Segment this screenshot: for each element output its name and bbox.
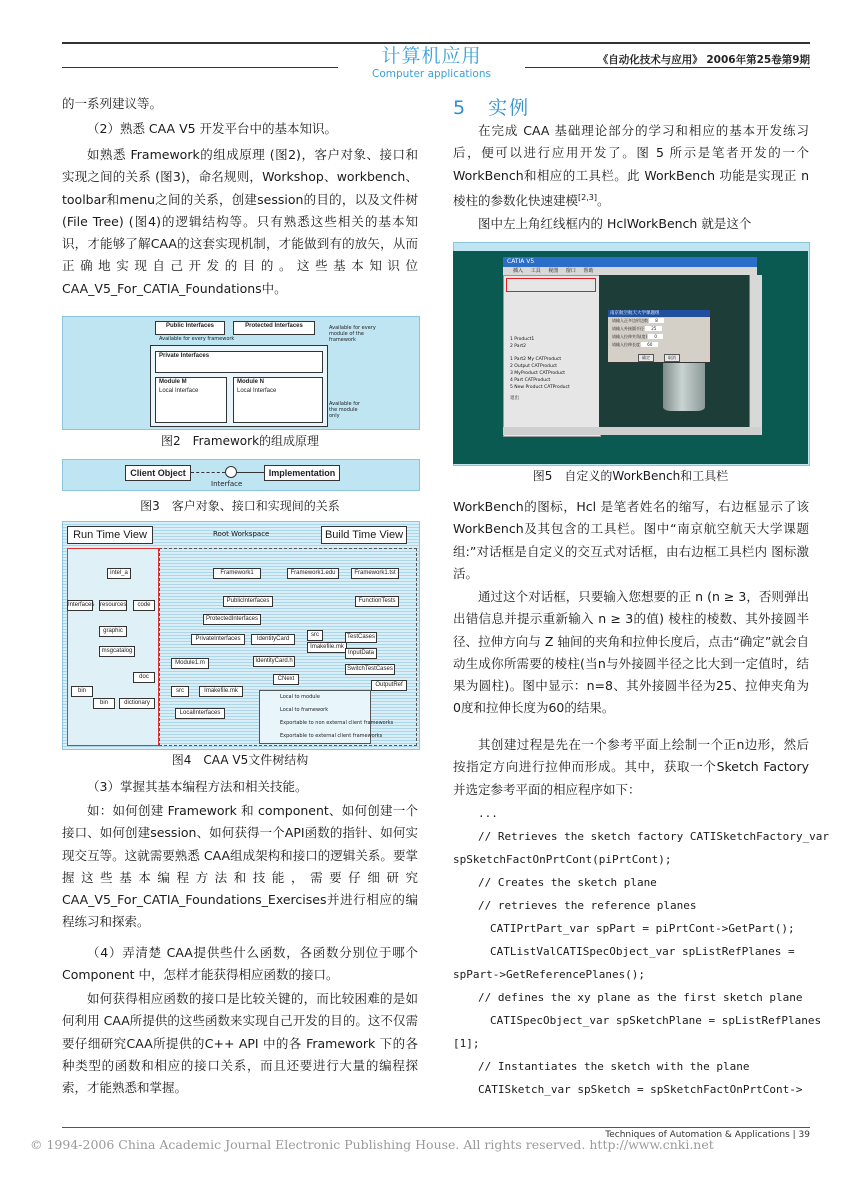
fig4-node-msgcatalog: msgcatalog bbox=[99, 646, 135, 657]
fig5-dialog bbox=[607, 309, 711, 363]
fig4-node-code: code bbox=[133, 600, 155, 611]
fig5-list-item-5[interactable]: 3 MyProduct CATProduct bbox=[510, 371, 566, 376]
fig4-node-src-right: src bbox=[307, 630, 323, 641]
fig5-menu-tools[interactable]: 工具 bbox=[530, 268, 541, 274]
fig5-dialog-row-4 bbox=[612, 341, 710, 349]
code-line-11: [1]; bbox=[453, 1037, 480, 1050]
footer-page-info: Techniques of Automation & Applications | 39 bbox=[605, 1130, 810, 1140]
footer-rule bbox=[62, 1127, 810, 1128]
fig4-legend-exportable-external: Exportable to external client frameworks bbox=[280, 733, 383, 739]
fig5-list-item-3[interactable]: 1 Part2 My CATProduct bbox=[510, 357, 562, 362]
fig4-node-identity-card-h: IdentityCard.h bbox=[253, 656, 295, 667]
left-paragraph-3: 如熟悉 Framework的组成原理 (图2)，客户对象、接口和实现之间的关系 (图3)，命名规则，Workshop、workbench、toolbar和menu之间的关系，创建session的目的，以及文件树 (File Tree) (图4)的逻辑结构等。只有熟悉这些相关的基本知识，才能够了解CAA的这套实现机制，才能做到有的放矢，从而正确地实现自己开发的目的。这些基本知识位CAA_V5_For_CATIA_Foundations中。 bbox=[62, 147, 418, 296]
figure-3-interface bbox=[62, 459, 420, 491]
fig2-public-interfaces: Public Interfaces bbox=[155, 321, 225, 335]
fig5-right-toolbar[interactable] bbox=[749, 275, 762, 435]
fig4-node-function-tests: FunctionTests bbox=[355, 596, 399, 607]
fig2-module-m-label: Module M bbox=[159, 379, 187, 385]
fig2-local-interface-m: Local Interface bbox=[159, 388, 199, 394]
fig2-module-m bbox=[155, 377, 227, 423]
fig5-list-item-exit[interactable]: 退出 bbox=[510, 396, 519, 401]
fig2-available-every-module: Available for every module of the framework bbox=[329, 325, 376, 343]
figure-5-caption: 图5 自定义的WorkBench和工具栏 bbox=[532, 469, 729, 483]
fig4-root-workspace: Root Workspace bbox=[213, 530, 270, 538]
fig4-node-switch-test-cases: SwitchTestCases bbox=[345, 664, 395, 675]
fig4-node-imakefile: Imakefile.mk bbox=[199, 686, 243, 697]
fig5-dialog-row-3 bbox=[612, 333, 710, 341]
fig4-node-local-interfaces: LocalInterfaces bbox=[175, 708, 225, 719]
citation-ref: [2,3] bbox=[578, 192, 597, 202]
fig4-legend bbox=[259, 690, 394, 744]
fig5-menu-insert[interactable]: 插入 bbox=[513, 268, 524, 274]
fig4-node-input-data: InputData bbox=[345, 648, 377, 659]
fig2-protected-interfaces: Protected Interfaces bbox=[233, 321, 315, 335]
code-line-6: CATIPrtPart_var spPart = piPrtCont->GetPart(); bbox=[490, 922, 795, 935]
fig5-list-item-7[interactable]: 5 New Product CATProduct bbox=[510, 385, 570, 390]
fig3-interface-label: Interface bbox=[211, 480, 243, 488]
fig4-node-module1m: Module1.m bbox=[171, 658, 209, 669]
figure-3-caption: 图3 客户对象、接口和实现间的关系 bbox=[140, 499, 340, 513]
header-right-rule bbox=[525, 67, 810, 68]
fig2-available-every-framework: Available for every framework bbox=[159, 336, 235, 342]
left-paragraph-2: （2）熟悉 CAA V5 开发平台中的基本知识。 bbox=[87, 121, 338, 136]
fig5-dialog-row-3-label: 请输入拉伸夹角(度) bbox=[612, 334, 648, 339]
fig5-dialog-value-2[interactable]: 25 bbox=[645, 326, 662, 331]
code-line-7: CATListValCATISpecObject_var spListRefPlanes = bbox=[490, 945, 795, 958]
figure-4-file-tree bbox=[62, 521, 420, 750]
fig5-hcl-workbench-icon-box[interactable] bbox=[506, 278, 596, 292]
fig5-dialog-row-1-label: 请输入正多边形边数 bbox=[612, 318, 648, 323]
fig2-module-n-label: Module N bbox=[237, 379, 264, 385]
fig4-node-public-interfaces: PublicInterfaces bbox=[223, 596, 273, 607]
fig5-dialog-row-4-label: 请输入拉伸长度 bbox=[612, 342, 640, 347]
fig5-menu-bar bbox=[503, 267, 757, 275]
fig4-node-cnext: CNext bbox=[273, 674, 299, 685]
right-paragraph-4: 通过这个对话框，只要输入您想要的正 n (n ≥ 3，否则弹出出错信息并提示重新输入 n ≥ 3的值) 棱柱的棱数、其外接圆半径、拉伸方向与 Z 轴间的夹角和拉伸长度后，点击“确定”就会自动生成你所需要的棱柱(当n与外接圆半径之比大到一定值时，结果为圆柱)。图中显示：n=8、其外接圆半径为25、拉伸夹角为 0度和拉伸长度为60的结果。 bbox=[453, 589, 809, 716]
header-left-rule bbox=[62, 67, 338, 68]
left-paragraph-4: （3）掌握其基本编程方法和相关技能。 bbox=[87, 779, 308, 794]
section-header-title: 计算机应用 bbox=[381, 45, 482, 67]
right-paragraph-2: 图中左上角红线框内的 HclWorkBench 就是这个 bbox=[478, 216, 752, 231]
fig5-dialog-value-1[interactable]: 8 bbox=[649, 318, 664, 323]
fig5-dialog-value-3[interactable]: 0 bbox=[648, 334, 663, 339]
fig4-node-framework1: Framework1 bbox=[213, 568, 261, 579]
header-top-rule bbox=[62, 42, 810, 44]
code-line-13: CATISketch_var spSketch = spSketchFactOnPrtCont-> bbox=[478, 1083, 803, 1096]
fig4-node-graphic: graphic bbox=[99, 626, 127, 637]
fig4-node-output-ref: OutputRef bbox=[371, 680, 407, 691]
fig4-node-resources: resources bbox=[99, 600, 127, 611]
fig5-title-bar: CATIA V5 bbox=[503, 257, 757, 267]
code-line-8: spPart->GetReferencePlanes(); bbox=[453, 968, 646, 981]
fig4-node-imakefile-right: Imakefile.mk bbox=[307, 642, 347, 653]
fig4-node-interfaces: Interfaces bbox=[67, 600, 93, 611]
fig2-available-module-only: Available for the module only bbox=[329, 401, 361, 419]
fig2-module-n bbox=[233, 377, 323, 423]
code-line-10: CATISpecObject_var spSketchPlane = spListRefPlanes bbox=[490, 1014, 822, 1027]
right-paragraph-1-text: 在完成 CAA 基础理论部分的学习和相应的基本开发练习后，便可以进行应用开发了。图 5 所示是笔者开发的一个 WorkBench和相应的工具栏。此 WorkBench 功能是实现正 n 棱柱的参数化快速建模 bbox=[453, 123, 809, 209]
right-paragraph-5: 其创建过程是先在一个参考平面上绘制一个正n边形，然后按指定方向进行拉伸而形成。其中，获取一个Sketch Factory 并选定参考平面的相应程序如下： bbox=[453, 737, 809, 797]
fig5-dialog-row-1 bbox=[612, 317, 710, 325]
fig3-dashed-arrow bbox=[191, 472, 225, 473]
code-line-12: // Instantiates the sketch with the plane bbox=[478, 1060, 750, 1073]
fig5-list-item-4[interactable]: 2 Output CATProduct bbox=[510, 364, 558, 369]
fig4-node-dictionary: dictionary bbox=[119, 698, 155, 709]
fig4-node-test-cases: TestCases bbox=[345, 632, 377, 643]
journal-name: 《自动化技术与应用》 2006年第25卷第9期 bbox=[597, 54, 810, 66]
right-paragraph-1-end: 。 bbox=[596, 193, 610, 209]
code-line-3: spSketchFactOnPrtCont(piPrtCont); bbox=[453, 853, 672, 866]
left-paragraph-1: 的一系列建议等。 bbox=[62, 96, 163, 111]
fig5-list-item-1[interactable]: 1 Product1 bbox=[510, 337, 535, 342]
fig4-node-protected-interfaces: ProtectedInterfaces bbox=[203, 614, 261, 625]
code-line-4: // Creates the sketch plane bbox=[478, 876, 657, 889]
code-line-2: // Retrieves the sketch factory CATISketchFactory_var bbox=[478, 830, 829, 843]
figure-2-caption: 图2 Framework的组成原理 bbox=[160, 434, 320, 448]
right-paragraph-1 bbox=[453, 120, 809, 212]
fig4-legend-exportable-non-external: Exportable to non external client frameworks bbox=[280, 720, 394, 726]
left-paragraph-6: （4）弄清楚 CAA提供些什么函数，各函数分别位于哪个Component 中，怎样才能获得相应函数的接口。 bbox=[62, 945, 418, 983]
fig2-private-label: Private Interfaces bbox=[159, 353, 210, 359]
fig5-dialog-row-2 bbox=[612, 325, 710, 333]
left-paragraph-7: 如何获得相应函数的接口是比较关键的，而比较困难的是如何利用 CAA所提供的这些函数来实现自己开发的目的。这不仅需要仔细研究CAA所提供的C++ API 中的各 Framework 下的各种类型的函数和相应的接口关系，而且还要进行大量的编程探索，才能熟悉和掌握。 bbox=[62, 991, 418, 1096]
fig5-dialog-value-4[interactable]: 60 bbox=[641, 342, 658, 347]
fig3-link-line bbox=[236, 472, 264, 473]
fig4-legend-local-module: Local to module bbox=[280, 694, 320, 700]
fig4-node-identity-card: IdentityCard bbox=[251, 634, 295, 645]
fig5-menu-help[interactable]: 帮助 bbox=[583, 268, 594, 274]
fig2-private-interfaces bbox=[155, 351, 323, 373]
fig5-bottom-toolbar[interactable] bbox=[503, 427, 761, 435]
fig4-node-framework1-tst: Framework1.tst bbox=[351, 568, 399, 579]
fig5-list-item-6[interactable]: 4 Part CATProduct bbox=[510, 378, 551, 383]
fig4-build-time-view: Build Time View bbox=[321, 526, 407, 544]
figure-2-framework bbox=[62, 316, 420, 430]
fig4-node-src: src bbox=[171, 686, 189, 697]
fig4-node-doc: doc bbox=[133, 672, 155, 683]
section-header-subtitle: Computer applications bbox=[372, 68, 491, 80]
fig2-local-interface-n: Local Interface bbox=[237, 388, 277, 394]
copyright-watermark: © 1994-2006 China Academic Journal Electronic Publishing House. All rights reserved. http://www.cnki.net bbox=[30, 1137, 714, 1152]
fig4-node-bin-a: bin bbox=[71, 686, 93, 697]
figure-5-screenshot bbox=[453, 251, 808, 464]
fig4-legend-local-framework: Local to framework bbox=[280, 707, 329, 713]
fig4-run-time-view: Run Time View bbox=[67, 526, 153, 544]
fig5-prism-model bbox=[663, 355, 705, 411]
left-paragraph-5: 如：如何创建 Framework 和 component、如何创建一个接口、如何创建session、如何获得一个API函数的指针、如何实现交互等。这就需要熟悉 CAA组成架构和接口的逻辑关系。要掌握这些基本编程方法和技能，需要仔细研究CAA_V5_For_CATIA_Foundations_Exercises并进行相应的编程练习和探索。 bbox=[62, 803, 418, 930]
right-paragraph-3: WorkBench的图标，Hcl 是笔者姓名的缩写，右边框显示了该WorkBench及其包含的工具栏。图中“南京航空航天大学课题组:”对话框是自定义的交互式对话框，由右边框工具栏内 图标激活。 bbox=[453, 499, 809, 581]
fig5-dialog-title: 南京航空航天大学课题组 bbox=[608, 310, 710, 317]
code-line-5: // retrieves the reference planes bbox=[478, 899, 697, 912]
code-line-1: ... bbox=[478, 807, 498, 820]
fig5-list-item-2[interactable]: 2 Part2 bbox=[510, 344, 527, 349]
fig5-file-list bbox=[510, 336, 570, 402]
figure-4-caption: 图4 CAA V5文件树结构 bbox=[171, 753, 309, 767]
fig3-implementation: Implementation bbox=[264, 465, 340, 481]
code-line-9: // defines the xy plane as the first sketch plane bbox=[478, 991, 803, 1004]
fig4-node-private-interfaces: PrivateInterfaces bbox=[191, 634, 245, 645]
fig5-menu-view[interactable]: 视图 bbox=[548, 268, 559, 274]
fig5-dialog-ok-button[interactable]: 确定 bbox=[638, 354, 654, 362]
fig5-dialog-row-2-label: 请输入外接圆半径 bbox=[612, 326, 644, 331]
fig3-client-object: Client Object bbox=[125, 465, 191, 481]
fig4-node-intel: intel_a bbox=[107, 568, 131, 579]
fig4-node-framework1-edu: Framework1.edu bbox=[287, 568, 339, 579]
fig5-start-menu bbox=[503, 275, 601, 437]
section-heading-example: 5 实例 bbox=[453, 97, 531, 119]
fig4-node-bin-b: bin bbox=[93, 698, 115, 709]
fig5-dialog-cancel-button[interactable]: 取消 bbox=[664, 354, 680, 362]
fig5-menu-window[interactable]: 窗口 bbox=[565, 268, 576, 274]
